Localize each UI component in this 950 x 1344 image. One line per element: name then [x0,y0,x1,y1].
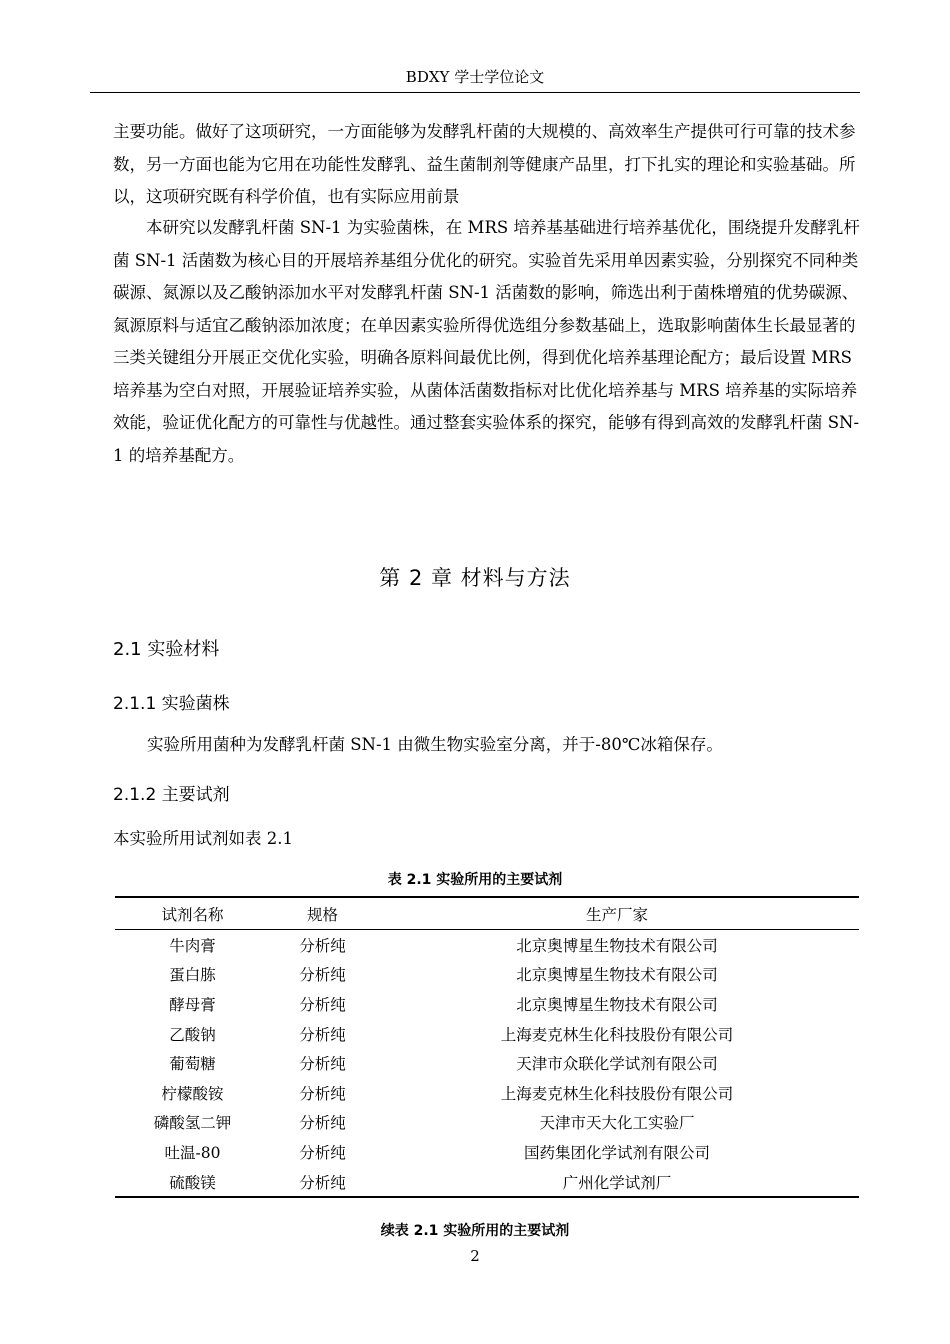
reagent-name: 磷酸氢二钾 [153,1114,232,1133]
intro-paragraph-2: 本研究以发酵乳杆菌 SN-1 为实验菌株，在 MRS 培养基基础进行培养基优化，围绕提升发酵乳杆菌 SN-1 活菌数为核心目的开展培养基组分优化的研究。实验首先采用单因素实验，分别探究不同种类碳源、氮源以及乙酸钠添加水平对发酵乳杆菌 SN-1 活菌数的影响，筛选出利于菌株增殖的优势碳源、氮源原料与适宜乙酸钠添加浓度；在单因素实验所得优选组分参数基础上，选取影响菌体生长最显著的三类关键组分开展正交优化实验，明确各原料间最优比例，得到优化培养基理论配方；最后设置 MRS 培养基为空白对照，开展验证培养实验，从菌体活菌数指标对比优化培养基与 MRS 培养基的实际培养效能，验证优化配方的可靠性与优越性。通过整套实验体系的探究，能够有得到高效的发酵乳杆菌 SN-1 的培养基配方。 [113,218,860,465]
header-manufacturer: 生产厂家 [375,897,859,930]
running-header: BDXY 学士学位论文 [405,68,545,86]
strain-description: 实验所用菌种为发酵乳杆菌 SN-1 由微生物实验室分离，并于-80℃冰箱保存。 [147,735,723,754]
reagent-grade: 分析纯 [299,1114,346,1133]
reagent-grade: 分析纯 [270,1167,375,1198]
reagent-name: 柠檬酸铵 [161,1084,224,1103]
table-caption: 表 2.1 实验所用的主要试剂 [387,872,563,888]
reagent-manufacturer: 上海麦克林生化科技股份有限公司 [500,1025,734,1044]
reagent-grade: 分析纯 [299,1084,346,1103]
reagent-name: 蛋白胨 [169,966,216,985]
reagent-name: 吐温-80 [164,1143,221,1162]
reagent-grade: 分析纯 [299,1055,346,1074]
table-row [115,1167,859,1198]
reagent-grade: 分析纯 [299,936,346,955]
reagent-name: 葡萄糖 [169,1055,216,1074]
table-row [115,1019,859,1049]
table-row [115,960,859,990]
table-row [115,989,859,1019]
section-2-1-2-heading: 2.1.2 主要试剂 [113,785,230,805]
table-header-row [115,897,859,930]
table-row [115,930,859,960]
table-row [115,1048,859,1078]
chapter-title: 第 2 章 材料与方法 [379,566,571,590]
reagent-manufacturer: 天津市天大化工实验厂 [539,1114,695,1133]
section-2-1-1-heading: 2.1.1 实验菌株 [113,694,230,714]
continued-table-caption: 续表 2.1 实验所用的主要试剂 [380,1223,570,1239]
reagent-grade: 分析纯 [299,1025,346,1044]
table-row [115,1137,859,1167]
reagent-name: 乙酸钠 [169,1025,216,1044]
reagent-manufacturer: 国药集团化学试剂有限公司 [523,1143,710,1162]
reagent-table [115,896,859,1198]
table-row [115,1108,859,1138]
reagent-name: 牛肉膏 [169,936,216,955]
reagent-name: 酵母膏 [169,995,216,1014]
reagent-name: 硫酸镁 [115,1167,270,1198]
reagent-manufacturer: 北京奥博星生物技术有限公司 [516,966,718,985]
reagent-manufacturer: 天津市众联化学试剂有限公司 [516,1055,718,1074]
header-rule [90,92,860,93]
reagent-manufacturer: 广州化学试剂厂 [375,1167,859,1198]
reagent-grade: 分析纯 [299,966,346,985]
reagent-grade: 分析纯 [299,1143,346,1162]
reagent-manufacturer: 北京奥博星生物技术有限公司 [516,936,718,955]
reagent-grade: 分析纯 [299,995,346,1014]
section-2-1-heading: 2.1 实验材料 [113,639,220,660]
intro-paragraph-1: 主要功能。做好了这项研究，一方面能够为发酵乳杆菌的大规模的、高效率生产提供可行可靠的技术参数，另一方面也能为它用在功能性发酵乳、益生菌制剂等健康产品里，打下扎实的理论和实验基础。所以，这项研究既有科学价值，也有实际应用前景 [113,122,856,206]
reagent-intro: 本实验所用试剂如表 2.1 [113,829,293,848]
page-number: 2 [470,1247,480,1265]
reagent-manufacturer: 北京奥博星生物技术有限公司 [516,995,718,1014]
table-row [115,1078,859,1108]
reagent-manufacturer: 上海麦克林生化科技股份有限公司 [500,1084,734,1103]
header-grade: 规格 [270,897,375,930]
header-reagent-name: 试剂名称 [115,897,270,930]
